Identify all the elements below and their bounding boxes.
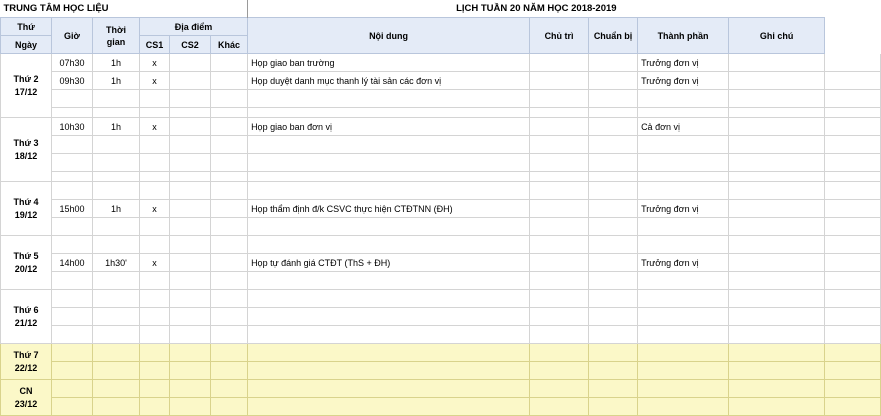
table-row [1, 308, 881, 326]
cs1-cell: x [140, 254, 170, 272]
gio-cell: 15h00 [52, 200, 93, 218]
table-row [1, 200, 881, 218]
header-thoi-gian-text: Thời gian [106, 24, 126, 47]
thoi-gian-cell: 1h30' [93, 254, 140, 272]
table-row [1, 218, 881, 236]
table-row [1, 362, 881, 380]
day-cell-tue: Thứ 3 18/12 [1, 118, 52, 182]
noi-dung-cell: Họp giao ban trường [248, 54, 530, 72]
table-row [1, 54, 881, 72]
header-thoi-gian [93, 18, 140, 54]
header-cs2: CS2 [170, 36, 211, 54]
cs1-cell: x [140, 72, 170, 90]
thoi-gian-cell: 1h [93, 200, 140, 218]
noi-dung-cell: Họp tự đánh giá CTĐT (ThS + ĐH) [248, 254, 530, 272]
table-row [1, 154, 881, 172]
table-row [1, 108, 881, 118]
header-row-1 [1, 18, 881, 36]
table-row [1, 236, 881, 254]
schedule-title: LỊCH TUẦN 20 NĂM HỌC 2018-2019 [456, 2, 617, 14]
thanh-phan-cell: Cả đơn vị [638, 118, 729, 136]
day-cell-sat: Thứ 7 22/12 [1, 344, 52, 380]
thanh-phan-cell: Trưởng đơn vị [638, 254, 729, 272]
noi-dung-cell: Họp thẩm định đ/k CSVC thực hiện CTĐTNN (ĐH) [248, 200, 530, 218]
table-row [1, 72, 881, 90]
table-row [1, 182, 881, 200]
thoi-gian-cell: 1h [93, 72, 140, 90]
table-row [1, 344, 881, 362]
table-row [1, 326, 881, 344]
thanh-phan-cell: Trưởng đơn vị [638, 54, 729, 72]
gio-cell: 09h30 [52, 72, 93, 90]
gio-cell: 07h30 [52, 54, 93, 72]
thanh-phan-cell: Trưởng đơn vị [638, 72, 729, 90]
header-chuan-bi: Chuẩn bị [589, 18, 638, 54]
table-row [1, 90, 881, 108]
gio-cell: 14h00 [52, 254, 93, 272]
table-row [1, 290, 881, 308]
header-thu: Thứ [1, 18, 52, 36]
table-row [1, 172, 881, 182]
header-thanh-phan: Thành phần [638, 18, 729, 54]
day-cell-mon: Thứ 2 17/12 [1, 54, 52, 118]
header-gio: Giờ [52, 18, 93, 54]
day-cell-wed: Thứ 4 19/12 [1, 182, 52, 236]
day-cell-thu: Thứ 5 20/12 [1, 236, 52, 290]
table-row [1, 118, 881, 136]
table-row [1, 272, 881, 290]
cs1-cell: x [140, 54, 170, 72]
center-title: TRUNG TÂM HỌC LIỆU [1, 0, 248, 18]
table-row [1, 136, 881, 154]
header-ghi-chu: Ghi chú [729, 18, 825, 54]
gio-cell: 10h30 [52, 118, 93, 136]
table-row [1, 254, 881, 272]
header-ngay: Ngày [1, 36, 52, 54]
table-row [1, 398, 881, 416]
noi-dung-cell: Họp duyệt danh mục thanh lý tài sản các đơn vị [248, 72, 530, 90]
header-noi-dung: Nội dung [248, 18, 530, 54]
day-cell-sun: CN 23/12 [1, 380, 52, 416]
header-cs1: CS1 [140, 36, 170, 54]
cs1-cell: x [140, 118, 170, 136]
header-dia-diem: Địa điểm [140, 18, 248, 36]
thanh-phan-cell: Trưởng đơn vị [638, 200, 729, 218]
title-row [1, 0, 881, 18]
day-cell-fri: Thứ 6 21/12 [1, 290, 52, 344]
noi-dung-cell: Họp giao ban đơn vị [248, 118, 530, 136]
header-chu-tri: Chủ trì [530, 18, 589, 54]
cs1-cell: x [140, 200, 170, 218]
thoi-gian-cell: 1h [93, 54, 140, 72]
header-khac: Khác [211, 36, 248, 54]
table-row [1, 380, 881, 398]
thoi-gian-cell: 1h [93, 118, 140, 136]
